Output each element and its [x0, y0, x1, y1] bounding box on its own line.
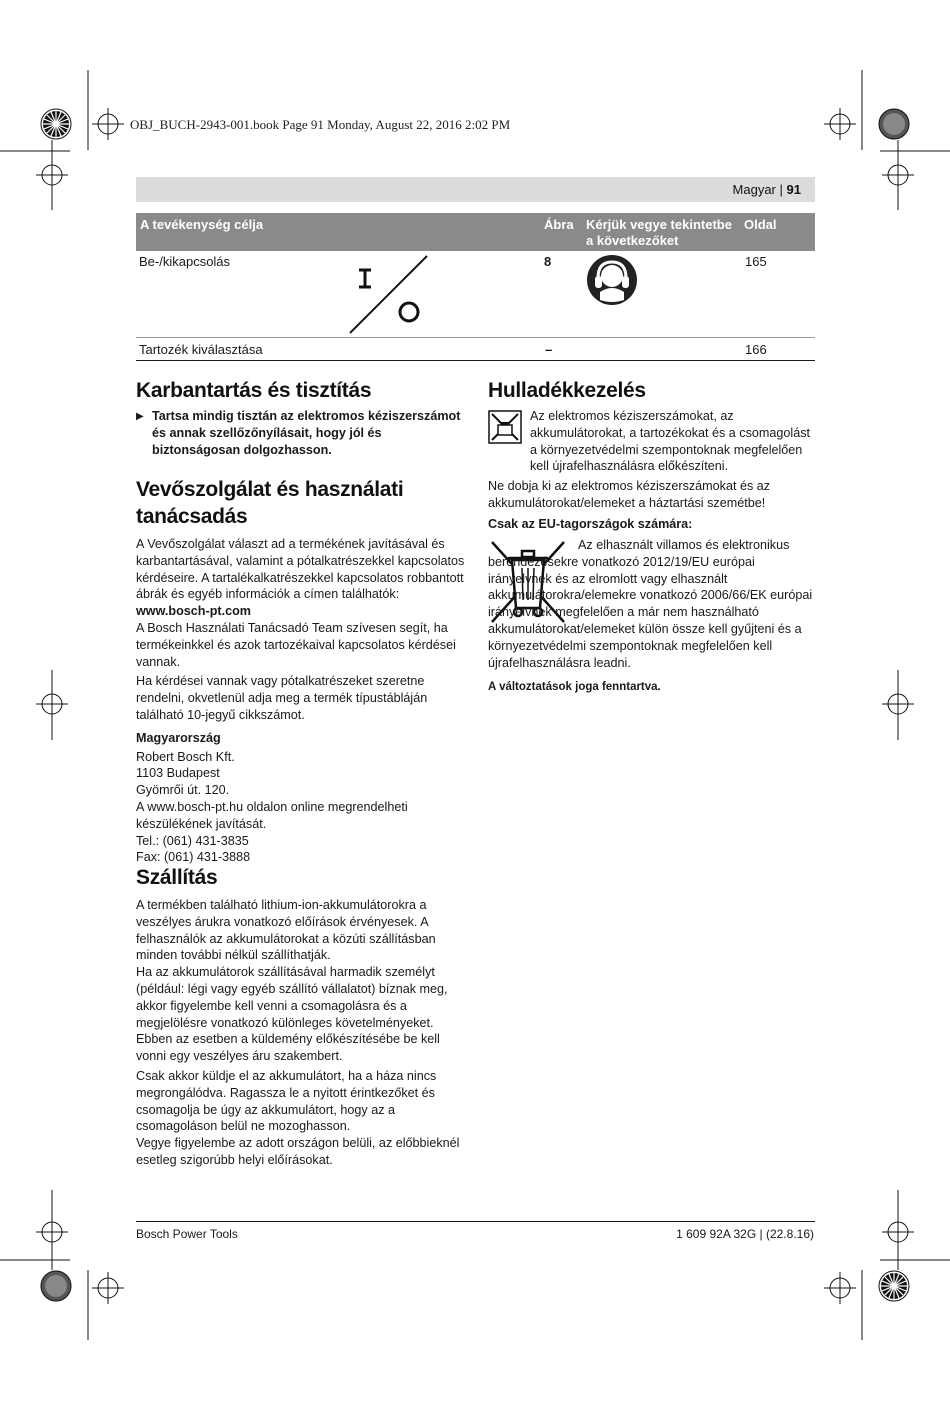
bullet-triangle-icon: ▶ [136, 411, 144, 422]
service-paragraph-3: Ha kérdései vannak vagy pótalkatrészeket szeretne rendelni, okvetlenül adja meg a termék típustábláján található 10-jegyű cikkszámot. [136, 674, 428, 722]
language-page-indicator [733, 182, 801, 197]
address-line: Gyömrői út. 120. [136, 783, 230, 798]
table-header [136, 213, 815, 251]
address-line: A www.bosch-pt.hu oldalon online megrendelheti készülékének javítását. [136, 799, 408, 831]
language-header-bar [136, 177, 815, 202]
transport-paragraph-1: A termékben található lithium-ion-akkumulátorokra a veszélyes árukra vonatkozó előírások érvényesek. A felhasználók az akkumulátorokat a közúti szállításban minden további nélkül szállíthatják. [136, 898, 436, 963]
row2-figure: – [545, 342, 553, 357]
column-page: Oldal [744, 217, 777, 232]
maintenance-section [136, 377, 466, 458]
column-figure: Ábra [544, 217, 574, 232]
row1-activity: Be-/kikapcsolás [139, 254, 231, 269]
service-url[interactable]: www.bosch-pt.com [136, 604, 251, 619]
maintenance-bullet-text: Tartsa mindig tisztán az elektromos kéziszerszámot és annak szellőzőnyílásait, hogy jól és biztonságosan dolgozhasson. [152, 409, 461, 457]
disposal-paragraph-2: Ne dobja ki az elektromos kéziszerszámokat és az akkumulátorokat/elemeket a háztartási szemétbe! [488, 479, 771, 510]
row1-page: 165 [745, 254, 767, 269]
service-section [136, 476, 466, 866]
row2-page: 166 [745, 342, 767, 357]
service-paragraph-1: A Vevőszolgálat választ ad a termékének javításával és karbantartásával, valamint a pótalkatrészekkel kapcsolatos kérdéseire. A tartalékalkatrészekkel kapcsolatos robbantott ábrák és egyéb információk a címen találhatók: [136, 537, 465, 602]
address-line: Robert Bosch Kft. [136, 749, 235, 764]
table-row-divider [136, 337, 815, 338]
transport-paragraph-3: Csak akkor küldje el az akkumulátort, ha a háza nincs megrongálódva. Ragassza le a nyitott érintkezőket és csomagolja be úgy az akkumulátort, hogy az a csomagoláson belül ne mozoghasson. [136, 1068, 437, 1134]
service-title: Vevőszolgálat és használati tanácsadás [136, 478, 404, 528]
transport-title: Szállítás [136, 866, 218, 889]
footer-document-code: 1 609 92A 32G | (22.8.16) [676, 1227, 814, 1241]
maintenance-bullet [136, 408, 466, 458]
page-number: 91 [786, 182, 801, 197]
address-line: Tel.: (061) 431-3835 [136, 833, 249, 848]
on-off-switch-icon [348, 254, 430, 336]
maintenance-title: Karbantartás és tisztítás [136, 379, 372, 402]
language-label: Magyar [732, 182, 776, 197]
disposal-paragraph-1: Az elektromos kéziszerszámokat, az akkumulátorokat, a tartozékokat és a csomagolást a környezetvédelmi szempontoknak megfelelően kell újrafelhasználásra előkészíteni. [530, 409, 811, 474]
address-line: 1103 Budapest [136, 766, 220, 781]
table-bottom-rule [136, 360, 815, 361]
disposal-section [488, 377, 816, 404]
column-activity: A tevékenység célja [140, 217, 264, 232]
address-line: Fax: (061) 431-3888 [136, 850, 251, 865]
service-paragraph-2: A Bosch Használati Tanácsadó Team szívesen segít, ha termékeinkkel és azok tartozékaival kapcsolatos kérdései vannak. [136, 620, 456, 669]
column-notes: Kérjük vegye tekintetbe a következőket [586, 217, 732, 248]
disposal-paragraph-3: Az elhasznált villamos és elektronikus berendezésekre vonatkozó 2012/19/EU európai irányelvnek és az elromlott vagy elhasznált akkumulátorokra/elemekre vonatkozó 2006/66/EK európai irányelvnek megfelelően a már nem használható akkumulátorokat/elemeket külön össze kell gyűjteni és a környezetvédelmi szempontoknak megfelelően kell újrafelhasználásra leadni. [488, 538, 813, 670]
row2-activity: Tartozék kiválasztása [139, 342, 263, 357]
disposal-title: Hulladékkezelés [488, 379, 646, 402]
recycling-symbol-icon [488, 410, 522, 444]
service-country: Magyarország [136, 730, 221, 745]
transport-paragraph-4: Vegye figyelembe az adott országon belüli, az előbbieknél esetleg szigorúbb helyi előírásokat. [136, 1136, 460, 1167]
ear-protection-icon [586, 254, 638, 306]
rights-reserved-notice: A változtatások joga fenntartva. [488, 681, 661, 693]
transport-section [136, 864, 466, 1169]
footer-brand: Bosch Power Tools [136, 1227, 238, 1241]
footer-rule [136, 1221, 815, 1222]
transport-paragraph-2: Ha az akkumulátorok szállításával harmadik személyt (például: légi vagy egyéb szállító vállalatot) bíznak meg, akkor figyelembe kell venni a csomagolásra és a megjelölésre vonatkozó különleges követelményeket. Ebben az esetben a küldemény előkészítésébe be kell vonni egy veszélyes áru szakembert. [136, 965, 448, 1064]
header-separator: | [779, 182, 783, 197]
eu-heading: Csak az EU-tagországok számára: [488, 517, 693, 531]
book-info-line: OBJ_BUCH-2943-001.book Page 91 Monday, August 22, 2016 2:02 PM [130, 117, 511, 132]
row1-figure: 8 [544, 254, 552, 269]
